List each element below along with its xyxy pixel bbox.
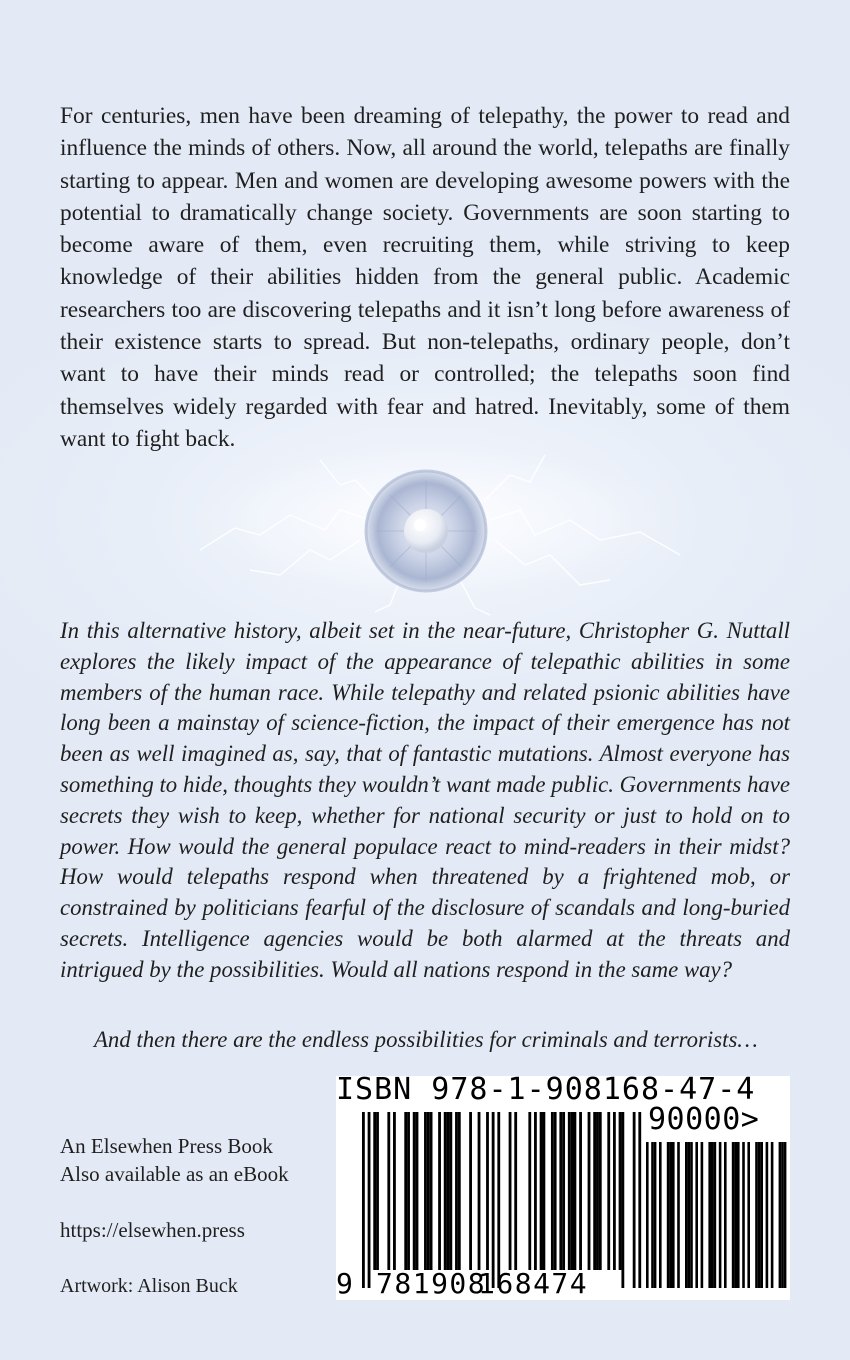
artwork-credit: Artwork: Alison Buck <box>60 1275 238 1297</box>
barcode-bar <box>607 1112 610 1270</box>
publisher-line: An Elsewhen Press Book <box>60 1134 273 1158</box>
barcode-bar <box>579 1112 582 1270</box>
editorial-review: In this alternative history, albeit set in the near-future, Christopher G. Nuttall explores the likely impact of the appearance of telepathic abilities in some members of the human race. While telepathy and related psionic abilities have long been a mainstay of science-fiction, the impact of their emergence has not been as well imagined as, say, that of fantastic mutations. Almost everyone has something to hide, thoughts they wouldn’t want made public. Governments have secrets they wish to keep, whether for national security or just to hold on to power. How would the general populace react to mind-readers in their midst? How would telepaths respond when threatened by a frightened mob, or constrained by politicians fearful of the disclosure of scandals and long-buried secrets. Intelligence agencies would be both alarmed at the threats and intrigued by the possibilities. Would all nations respond in the same way? <box>60 618 790 982</box>
barcode-bar <box>368 1112 371 1288</box>
barcode-bar <box>430 1112 433 1270</box>
barcode-bar <box>528 1112 531 1270</box>
isbn-barcode <box>336 1072 790 1300</box>
barcode-bar <box>755 1142 758 1288</box>
barcode-bar <box>701 1142 704 1288</box>
barcode-bar <box>455 1112 458 1270</box>
barcode-bar <box>574 1112 577 1270</box>
barcode-bar <box>669 1142 672 1288</box>
barcode-bar <box>404 1112 407 1270</box>
barcode-bar <box>724 1142 727 1288</box>
barcode-bar <box>651 1142 654 1288</box>
barcode-bar <box>690 1142 693 1288</box>
barcode-bar <box>771 1142 774 1288</box>
price-code: 90000> <box>648 1102 760 1137</box>
barcode-bar <box>714 1142 717 1288</box>
barcode-right-digits: 168474 <box>478 1267 589 1300</box>
barcode-bar <box>447 1112 450 1270</box>
barcode-bar <box>695 1142 698 1288</box>
editorial-review-closing: And then there are the endless possibilities for criminals and terrorists… <box>94 1027 758 1052</box>
barcode-bar <box>458 1112 461 1270</box>
publisher-website: https://elsewhen.press <box>60 1218 245 1242</box>
barcode-bar <box>444 1112 447 1270</box>
barcode-bar <box>562 1112 565 1270</box>
barcode-bar <box>760 1142 763 1288</box>
barcode-bar <box>659 1142 662 1288</box>
barcode-bar <box>621 1112 624 1288</box>
barcode-bar <box>362 1112 365 1288</box>
barcode-bar <box>393 1112 396 1270</box>
barcode-bar <box>413 1112 416 1270</box>
barcode-bar <box>667 1142 670 1288</box>
barcode-bar <box>737 1142 740 1288</box>
barcode-bar <box>478 1112 481 1270</box>
barcode-left-digits: 781908 <box>376 1267 487 1300</box>
barcode-bar <box>646 1142 649 1288</box>
barcode-bar <box>588 1112 591 1270</box>
barcode-bar <box>542 1112 545 1270</box>
barcode-bar <box>571 1112 574 1270</box>
barcode-bar <box>784 1142 787 1288</box>
barcode-bar <box>732 1142 735 1288</box>
isbn-label: ISBN 978-1-908168-47-4 <box>336 1072 756 1107</box>
barcode-bar <box>593 1112 596 1270</box>
barcode-bar <box>708 1142 711 1288</box>
barcode-bar <box>469 1112 472 1270</box>
barcode-bar <box>747 1142 750 1288</box>
barcode-bar <box>438 1112 441 1270</box>
barcode-lead-digit: 9 <box>336 1267 355 1300</box>
barcode-bar <box>373 1112 376 1270</box>
barcode-bar <box>559 1112 562 1270</box>
barcode-bar <box>551 1112 554 1270</box>
barcode-bar <box>514 1112 517 1270</box>
barcode-bar <box>449 1112 452 1270</box>
barcode-bar <box>734 1142 737 1288</box>
barcode-bar <box>540 1112 543 1270</box>
barcode-bar <box>387 1112 390 1270</box>
barcode-bar <box>407 1112 410 1270</box>
barcode-bar <box>416 1112 419 1270</box>
barcode-bar <box>424 1112 427 1270</box>
barcode-bar <box>509 1112 512 1270</box>
barcode-bar <box>376 1112 379 1270</box>
barcode-bar <box>599 1112 602 1270</box>
barcode-bar <box>554 1112 557 1270</box>
barcode-bar <box>492 1112 495 1288</box>
barcode-bar <box>596 1112 599 1270</box>
barcode-bar <box>497 1112 500 1288</box>
barcode-bar <box>719 1142 722 1288</box>
barcode-bar <box>742 1142 745 1288</box>
barcode-bar <box>758 1142 761 1288</box>
barcode-bar <box>534 1112 537 1270</box>
barcode-bar <box>568 1112 571 1270</box>
barcode-bar <box>685 1142 688 1288</box>
ebook-availability: Also available as an eBook <box>60 1162 289 1186</box>
barcode-bar <box>638 1112 641 1288</box>
barcode-bar <box>427 1112 430 1270</box>
back-cover-blurb: For centuries, men have been dreaming of telepathy, the power to read and influence the minds of others. Now, all around the world, telepaths are finally starting to appear. Men and women are developing awesome powers with the potential to dramatically change society. Governments are soon starting to become aware of them, even recruiting them, while striving to keep knowledge of their abilities hidden from the general public. Academic researchers too are discovering telepaths and it isn’t long before awareness of their existence starts to spread. But non-telepaths, ordinary people, don’t want to have their minds read or controlled; the telepaths soon find themselves widely regarded with fear and hatred. Inevitably, some of them want to fight back. <box>60 103 790 452</box>
barcode-bar <box>672 1142 675 1288</box>
barcode-bar <box>613 1112 616 1270</box>
barcode-bar <box>711 1142 714 1288</box>
eye-lightning-artwork <box>140 440 720 630</box>
barcode-bar <box>677 1142 680 1288</box>
barcode-bar <box>688 1142 691 1288</box>
barcode-bar <box>654 1142 657 1288</box>
barcode-bar <box>619 1112 622 1270</box>
barcode-bar <box>766 1142 769 1288</box>
barcode-bar <box>486 1112 489 1270</box>
barcode-bar <box>633 1112 636 1288</box>
barcode-bar <box>779 1142 782 1288</box>
barcode-bar <box>781 1142 784 1288</box>
